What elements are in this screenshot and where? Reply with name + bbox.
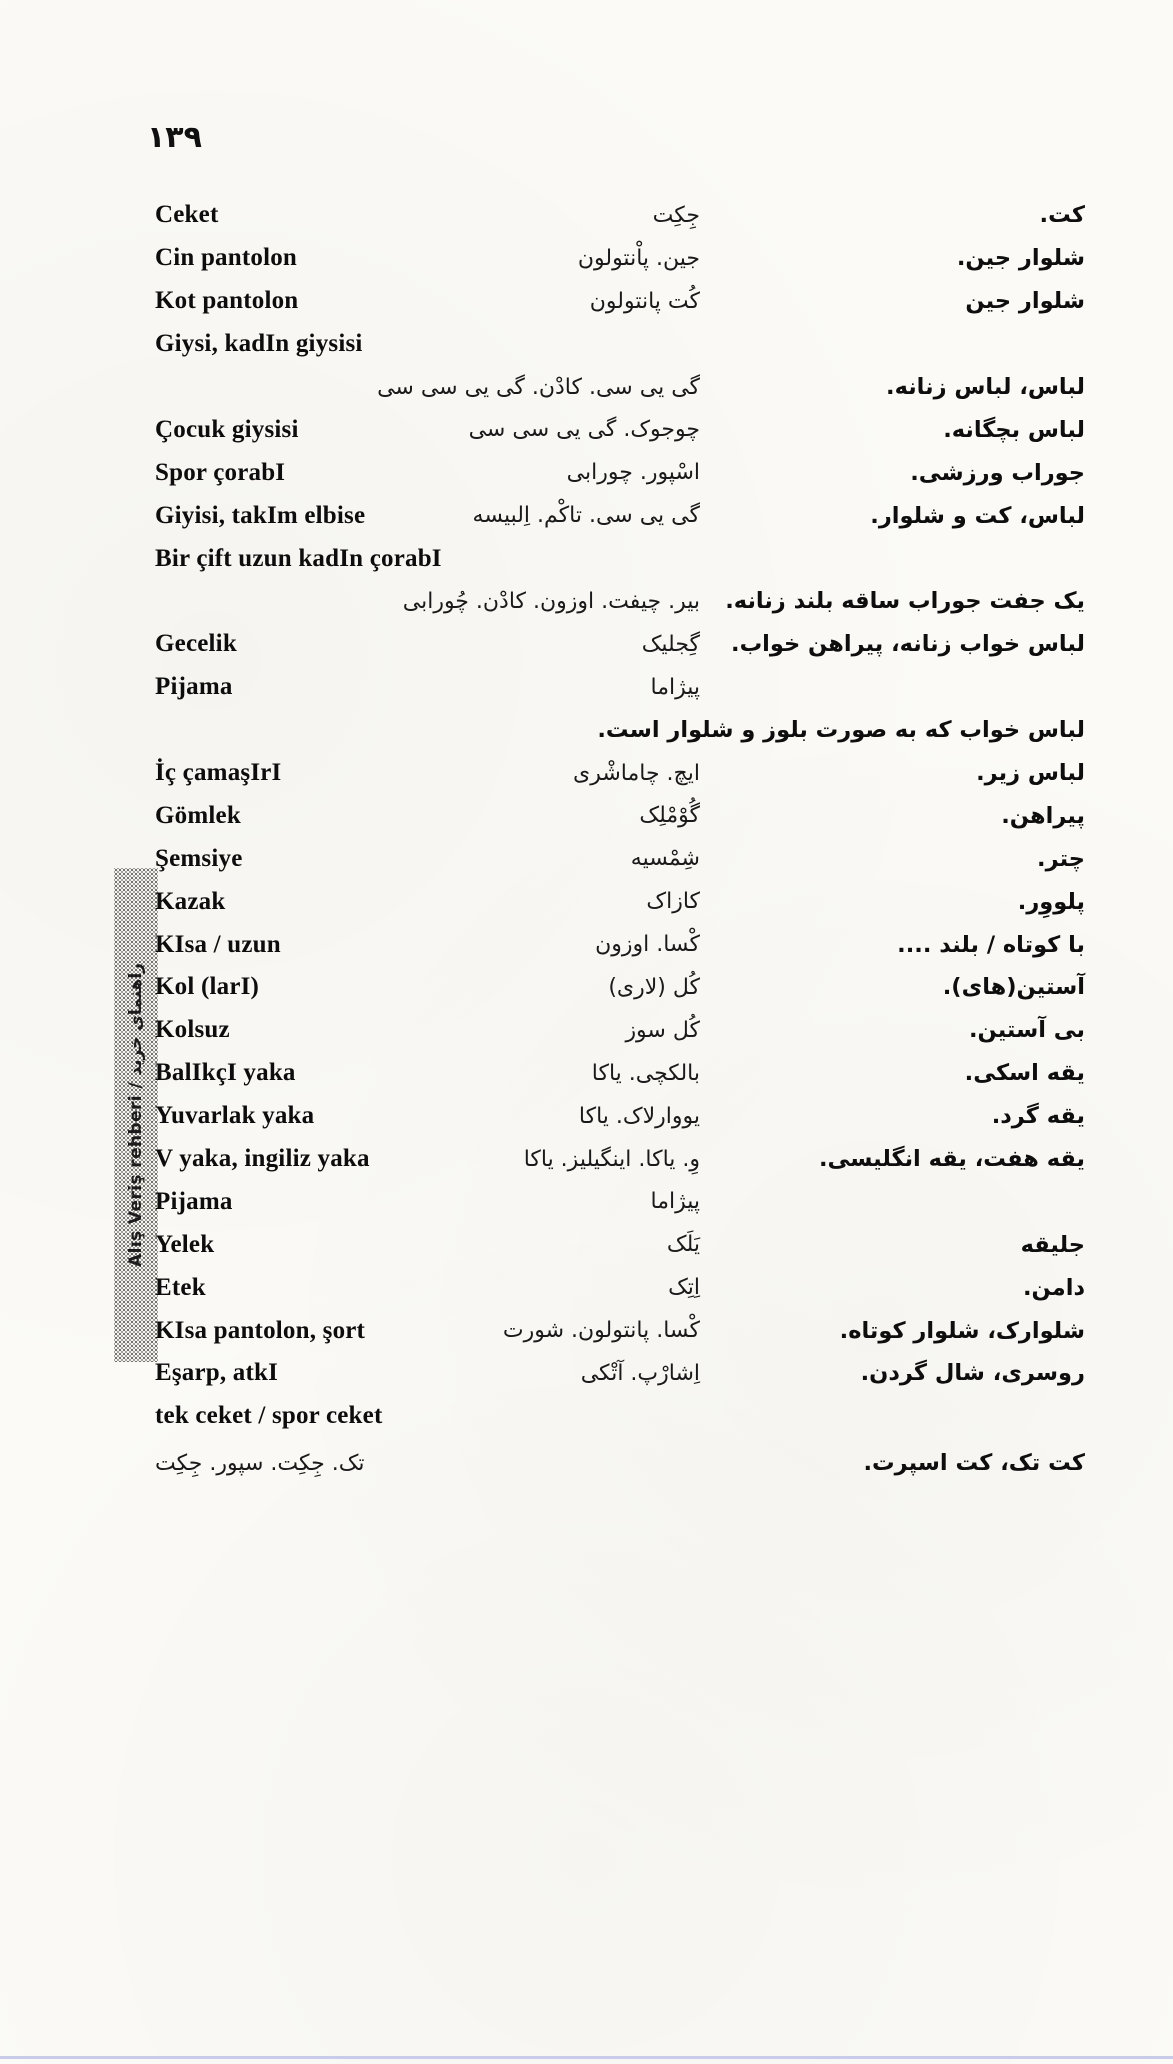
- persian-translation: بى آستين.: [968, 1017, 1085, 1044]
- sidebar-tab-label: Alış Veriş rehberi / راهنمای خرید: [126, 963, 146, 1267]
- turkish-term: Bir çift uzun kadIn çorabI: [155, 544, 442, 572]
- persian-translation: يقه هفت، يقه انگليسى.: [818, 1146, 1085, 1173]
- turkish-term: KIsa / uzun: [155, 930, 281, 958]
- turkish-term: Pijama: [155, 1187, 233, 1215]
- table-row: [155, 880, 1085, 923]
- table-row: [155, 1138, 1085, 1181]
- pronunciation-transcription: گى يى سى. كادْن. گى يى سى سى: [377, 374, 700, 400]
- table-row: [155, 1095, 1085, 1138]
- turkish-term: Kot pantolon: [155, 287, 299, 315]
- table-row: [155, 1223, 1085, 1266]
- pronunciation-transcription: كازاک: [646, 889, 700, 915]
- pronunciation-transcription: كُل (لارى): [608, 974, 700, 1000]
- persian-translation: لباس خواب كه به صورت بلوز و شلوار است.: [597, 717, 1085, 744]
- table-row: [155, 1180, 1085, 1223]
- scan-edge-line: [0, 2056, 1173, 2059]
- persian-translation: چتر.: [1037, 845, 1085, 872]
- table-row: [155, 408, 1085, 451]
- table-row: [155, 837, 1085, 880]
- table-row: [155, 280, 1085, 323]
- turkish-term: Eşarp, atkI: [155, 1359, 279, 1387]
- pronunciation-transcription: كْسا. اوزون: [595, 932, 700, 958]
- pronunciation-transcription: جين. پاْنتولون: [577, 245, 700, 271]
- table-row: [155, 494, 1085, 537]
- turkish-term: Pijama: [155, 673, 233, 701]
- persian-translation: لباس، لباس زنانه.: [886, 374, 1085, 400]
- table-row: [155, 1309, 1085, 1352]
- table-row: [155, 1266, 1085, 1309]
- persian-translation: كت.: [1039, 202, 1085, 229]
- turkish-term: Kolsuz: [155, 1016, 230, 1044]
- persian-translation: روسرى، شال گردن.: [860, 1360, 1085, 1387]
- persian-translation: لباس زير.: [976, 760, 1085, 787]
- turkish-term: Giyisi, takIm elbise: [155, 501, 366, 529]
- turkish-term: Spor çorabI: [155, 458, 286, 486]
- turkish-term: Giysi, kadIn giysisi: [155, 330, 363, 358]
- table-row: [155, 966, 1085, 1009]
- pronunciation-transcription: يَلَک: [666, 1232, 700, 1258]
- pronunciation-transcription: اسْپور. چورابى: [566, 460, 700, 486]
- turkish-term: KIsa pantolon, şort: [155, 1316, 366, 1344]
- table-row: [155, 794, 1085, 837]
- persian-translation: پلووِر.: [1017, 888, 1085, 915]
- table-row: [155, 923, 1085, 966]
- persian-translation: لباس، كت و شلوار.: [870, 502, 1085, 529]
- table-row: [155, 752, 1085, 795]
- table-row: [155, 366, 1085, 409]
- turkish-term: Şemsiye: [155, 844, 243, 872]
- table-row: [155, 194, 1085, 237]
- turkish-term: Ceket: [155, 201, 219, 229]
- turkish-term: Yuvarlak yaka: [155, 1102, 315, 1130]
- pronunciation-transcription: شِمْسيه: [630, 846, 700, 872]
- pronunciation-transcription: بير. چيفت. اوزون. كادْن. چُورابى: [402, 588, 700, 614]
- sidebar-tab: [114, 868, 158, 1362]
- turkish-term: tek ceket / spor ceket: [155, 1402, 383, 1430]
- table-row: [155, 623, 1085, 666]
- persian-translation: شلوار جين: [965, 288, 1085, 315]
- pronunciation-transcription: كُل سوز: [625, 1017, 700, 1043]
- table-row: [155, 537, 1085, 580]
- pronunciation-transcription: كْسا. پانتولون. شورت: [502, 1318, 700, 1344]
- rows-table: [155, 194, 1085, 1481]
- pronunciation-transcription: چوجوک. گى يى سى سى: [468, 417, 700, 443]
- table-row: [155, 1009, 1085, 1052]
- table-row: [155, 1052, 1085, 1095]
- table-row: [155, 1438, 1085, 1481]
- pronunciation-transcription: گى يى سى. تاكْم. اِلبيسه: [472, 503, 700, 529]
- persian-translation: شلوارک، شلوار كوتاه.: [839, 1317, 1085, 1344]
- pronunciation-transcription: كُت پانتولون: [589, 288, 700, 314]
- persian-translation: يقه گرد.: [991, 1103, 1085, 1130]
- pronunciation-transcription: اِشارْپ. آتْكى: [580, 1360, 700, 1386]
- turkish-term: V yaka, ingiliz yaka: [155, 1145, 370, 1173]
- persian-translation: لباس بچگانه.: [943, 416, 1085, 443]
- turkish-term: Kazak: [155, 887, 226, 915]
- persian-translation: دامن.: [1023, 1274, 1085, 1301]
- persian-translation: كت تک، كت اسپرت.: [863, 1450, 1085, 1477]
- table-row: [155, 451, 1085, 494]
- persian-translation: يقه اسكى.: [964, 1060, 1085, 1087]
- table-row: [155, 666, 1085, 709]
- turkish-term: BalIkçI yaka: [155, 1059, 296, 1087]
- table-row: [155, 1395, 1085, 1438]
- persian-translation: يک جفت جوراب ساقه بلند زنانه.: [725, 588, 1085, 615]
- table-row: [155, 580, 1085, 623]
- page-number: ١٣٩: [147, 120, 202, 155]
- persian-translation: با كوتاه / بلند ....: [897, 931, 1085, 958]
- turkish-term: Gömlek: [155, 801, 241, 829]
- turkish-term: Cin pantolon: [155, 244, 298, 272]
- persian-translation: جوراب ورزشى.: [910, 459, 1085, 486]
- pronunciation-transcription: جِكِت: [652, 202, 700, 228]
- pronunciation-transcription: پيژاما: [650, 1189, 700, 1215]
- pronunciation-transcription: گُوْمْلِک: [639, 803, 700, 829]
- pronunciation-transcription: بالكچى. ياكا: [591, 1060, 700, 1086]
- turkish-term: Etek: [155, 1273, 206, 1301]
- turkish-term: Gecelik: [155, 630, 237, 658]
- table-row: [155, 709, 1085, 752]
- turkish-term: Yelek: [155, 1230, 215, 1258]
- persian-translation: شلوار جين.: [956, 245, 1085, 272]
- pronunciation-transcription: تک. جِكِت. سپور. جِكِت: [155, 1450, 365, 1476]
- persian-translation: جليقه: [1020, 1231, 1085, 1258]
- pronunciation-transcription: يووارلاک. ياكا: [578, 1103, 700, 1129]
- turkish-term: Kol (larI): [155, 973, 260, 1001]
- persian-translation: پيراهن.: [1001, 802, 1085, 829]
- turkish-term: İç çamaşIrI: [155, 759, 282, 787]
- pronunciation-transcription: گِجليک: [641, 631, 700, 657]
- pronunciation-transcription: وِ. ياكا. اينگيليز. ياكا: [523, 1146, 700, 1172]
- turkish-term: Çocuk giysisi: [155, 415, 299, 443]
- pronunciation-transcription: پيژاما: [650, 674, 700, 700]
- persian-translation: آستين(هاى).: [942, 974, 1085, 1001]
- pronunciation-transcription: ايچ. چاماشْرى: [572, 760, 700, 786]
- table-row: [155, 237, 1085, 280]
- table-row: [155, 323, 1085, 366]
- table-row: [155, 1352, 1085, 1395]
- pronunciation-transcription: اِتِک: [668, 1275, 700, 1301]
- persian-translation: لباس خواب زنانه، پيراهن خواب.: [731, 631, 1085, 658]
